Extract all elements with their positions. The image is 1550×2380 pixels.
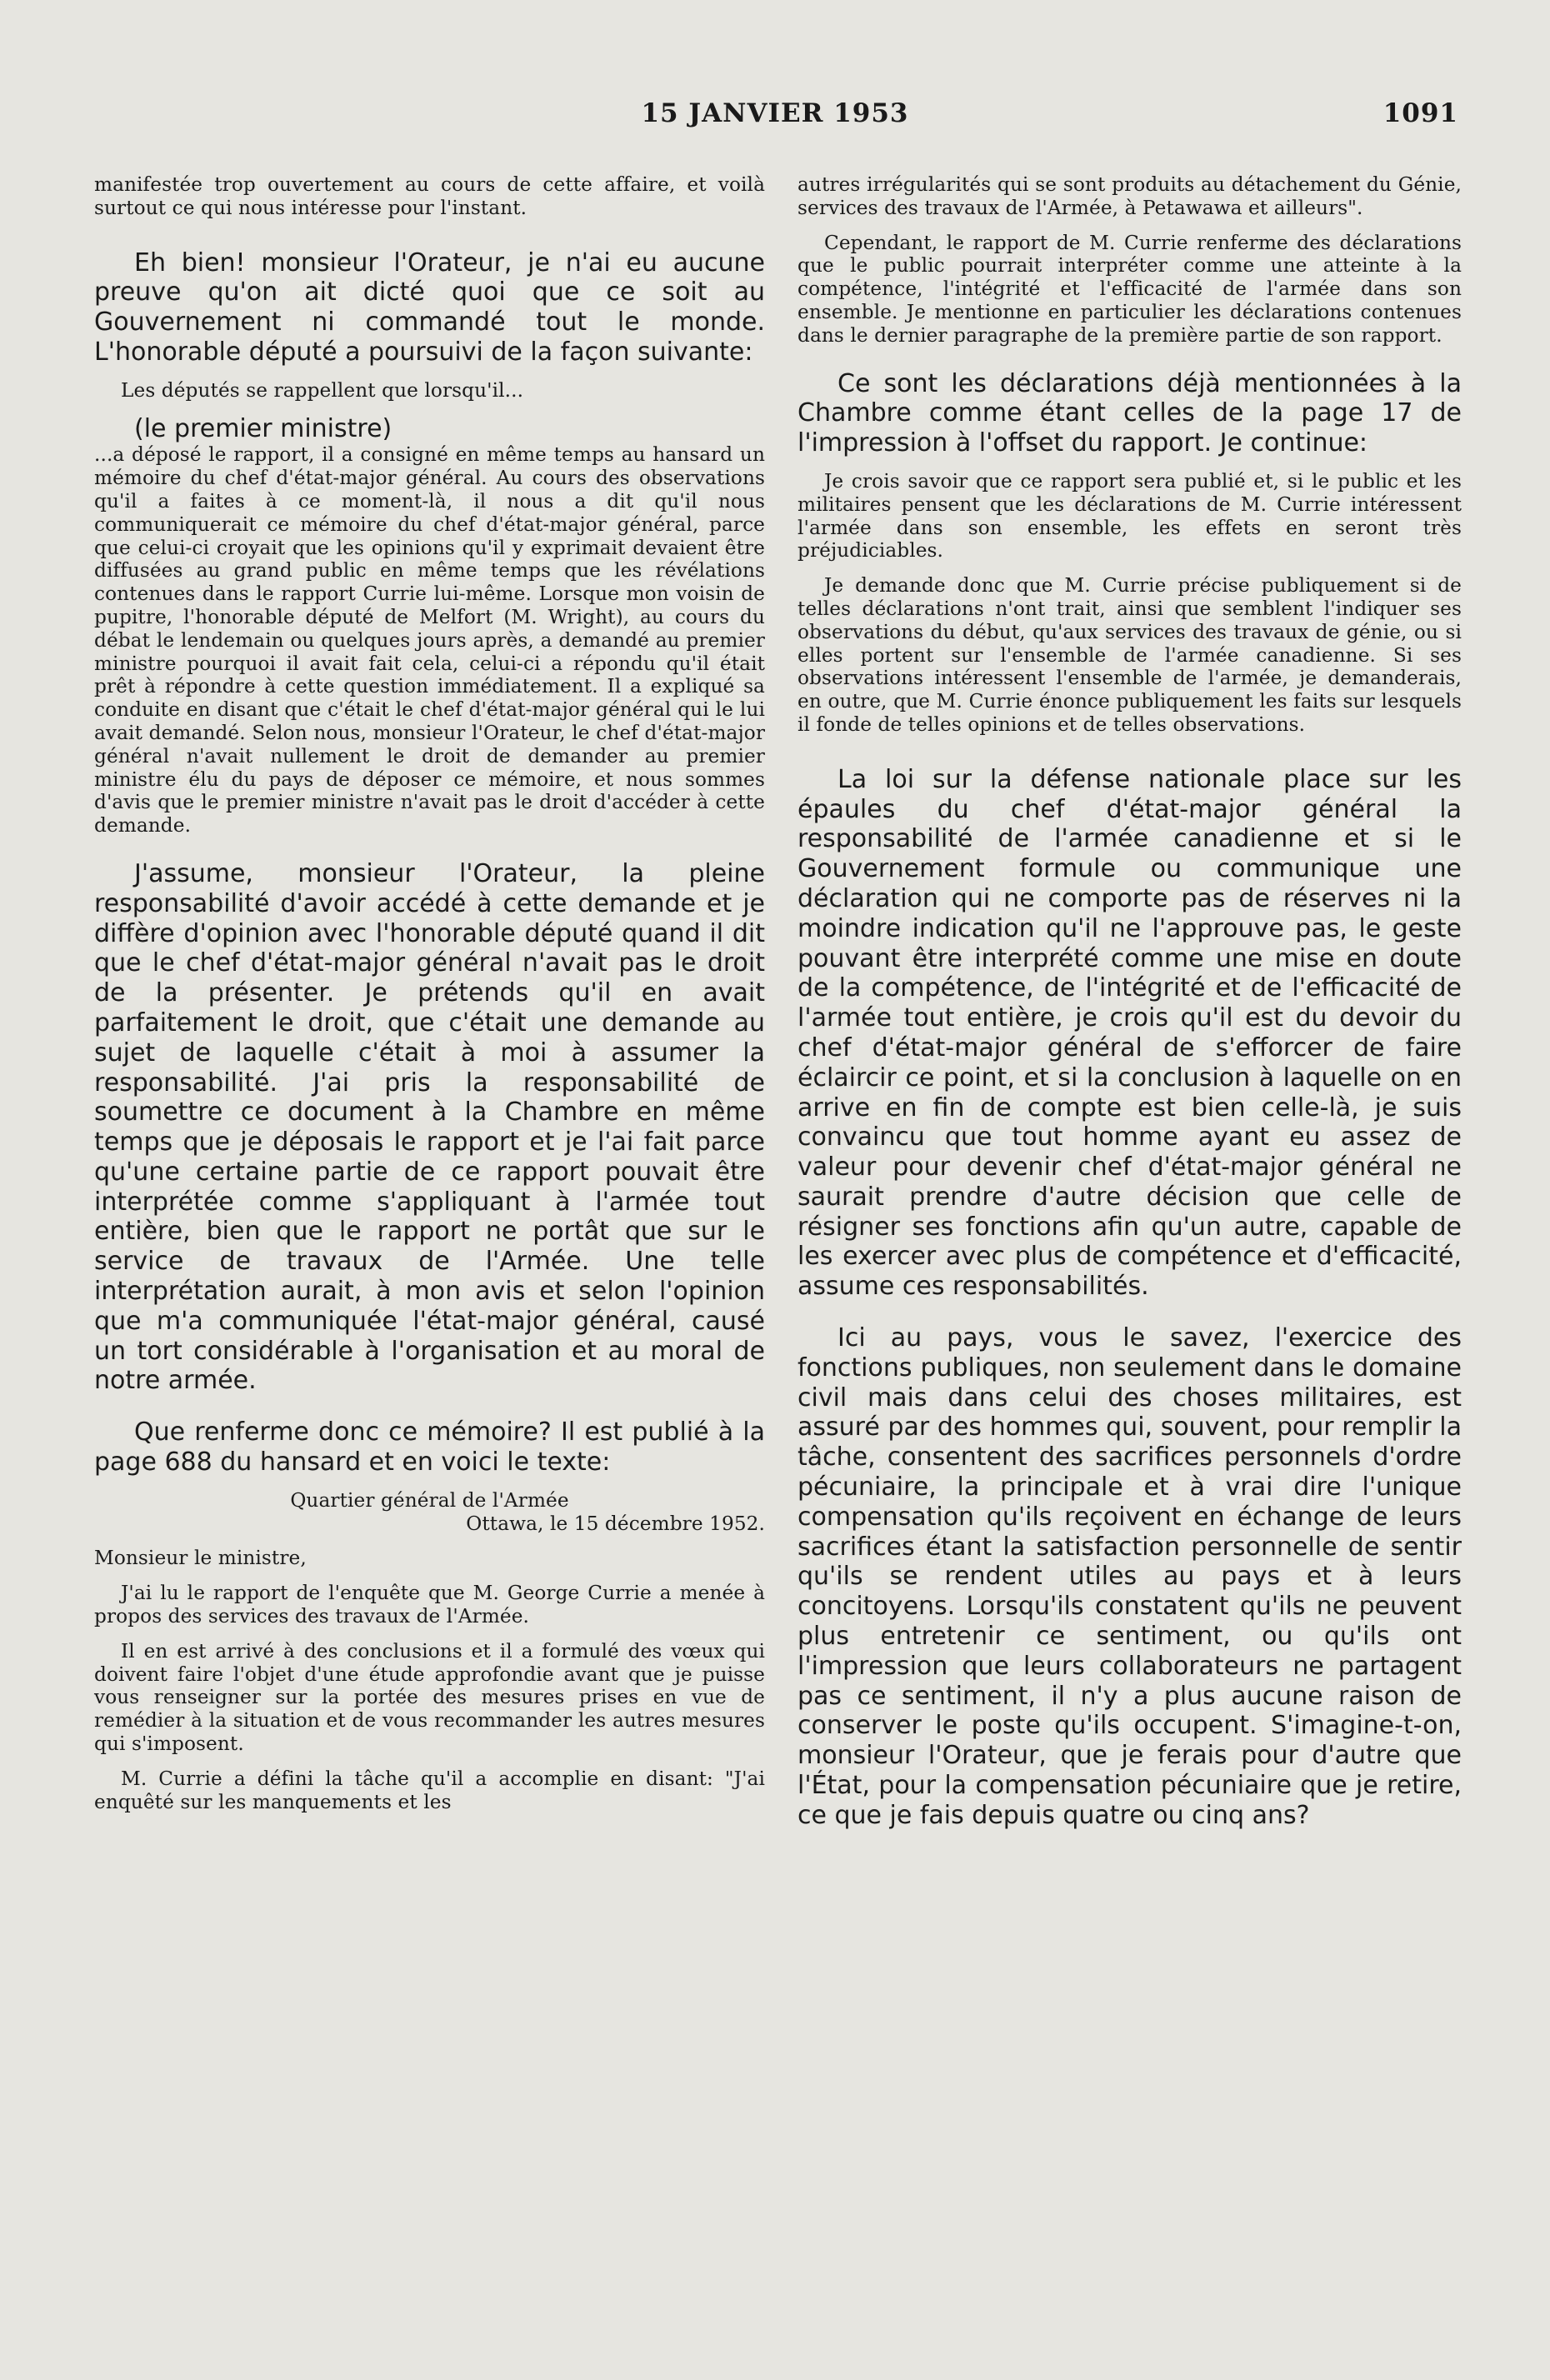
letter-heading: Quartier général de l'Armée [290,1488,569,1512]
paragraph: manifestée trop ouvertement au cours de cette affaire, et voilà surtout ce qui nous intéresse pour l'instant. [94,173,765,219]
paragraph: La loi sur la défense nationale place sur les épaules du chef d'état-major général la responsabilité de l'armée canadienne et si le Gouvernement formule ou communique une déclaration qui ne comporte pas de réserves ni la moindre indication qu'il ne l'approuve pas, le geste pouvant être interprété comme une mise en doute de la compétence, de l'intégrité et de l'efficacité de l'armée tout entière, je crois qu'il est du devoir du chef d'état-major général de s'efforcer de faire éclaircir ce point, et si la conclusion à laquelle on en arrive en fin de compte est bien celle-là, je suis convaincu que tout homme ayant eu assez de valeur pour devenir chef d'état-major général ne saurait prendre d'autre décision que celle de résigner ses fonctions afin qu'un autre, capable de les exercer avec plus de compétence et d'efficacité, assume ces responsabilités. [798,764,1462,1302]
left-column [94,173,765,1813]
quote-paragraph: Je crois savoir que ce rapport sera publié et, si le public et les militaires pensent que les déclarations de M. Currie intéressent l'armée dans son ensemble, les effets en seront très préjudiciables. [798,469,1462,562]
quote-paragraph: M. Currie a défini la tâche qu'il a accomplie en disant: "J'ai enquêté sur les manquements et les [94,1767,765,1813]
letter-salutation: Monsieur le ministre, [94,1547,307,1570]
quote-paragraph: Cependant, le rapport de M. Currie renferme des déclarations que le public pourrait interpréter comme une atteinte à la compétence, l'intégrité et l'efficacité de l'armée dans son ensemble. Je mentionne en particulier les déclarations contenues dans le dernier paragraphe de la première partie de son rapport. [798,231,1462,347]
letter-date: Ottawa, le 15 décembre 1952. [466,1512,765,1535]
quote-paragraph: J'ai lu le rapport de l'enquête que M. George Currie a menée à propos des services des travaux de l'Armée. [94,1582,765,1628]
quote-paragraph: autres irrégularités qui se sont produits au détachement du Génie, services des travaux de l'Armée, à Petawawa et ailleurs". [798,173,1462,219]
paragraph: Eh bien! monsieur l'Orateur, je n'ai eu aucune preuve qu'on ait dicté quoi que ce soit au Gouvernement ni commandé tout le monde. L'honorable député a poursuivi de la façon suivante: [94,248,765,367]
right-column [798,173,1462,1831]
quote-paragraph: Il en est arrivé à des conclusions et il a formulé des vœux qui doivent faire l'objet d'une étude approfondie avant que je puisse vous renseigner sur la portée des mesures prises en vue de remédier à la situation et de vous recommander les autres mesures qui s'imposent. [94,1639,765,1756]
header-date: 15 JANVIER 1953 [641,98,909,128]
paragraph: (le premier ministre) [134,413,392,443]
quote-paragraph: Je demande donc que M. Currie précise publiquement si de telles déclarations n'ont trait, ainsi que semblent l'indiquer ses observations du début, qu'aux services des travaux de génie, ou si elles portent sur l'ensemble de l'armée canadienne. Si ses observations intéressent l'ensemble de l'armée, je demanderais, en outre, que M. Currie énonce publiquement les faits sur lesquels il fonde de telles opinions et de telles observations. [798,574,1462,736]
paragraph: J'assume, monsieur l'Orateur, la pleine responsabilité d'avoir accédé à cette demande et je diffère d'opinion avec l'honorable député quand il dit que le chef d'état-major général n'avait pas le droit de la présenter. Je prétends qu'il en avait parfaitement le droit, que c'était une demande au sujet de laquelle c'était à moi à assumer la responsabilité. J'ai pris la responsabilité de soumettre ce document à la Chambre en même temps que je déposais le rapport et je l'ai fait parce qu'une certaine partie de ce rapport pouvait être interprétée comme s'appliquant à l'armée tout entière, bien que le rapport ne portât que sur le service de travaux de l'Armée. Une telle interprétation aurait, à mon avis et selon l'opinion que m'a communiquée l'état-major général, causé un tort considérable à l'organisation et au moral de notre armée. [94,858,765,1396]
page-number: 1091 [1382,98,1458,128]
paragraph: Ici au pays, vous le savez, l'exercice des fonctions publiques, non seulement dans le domaine civil mais dans celui des choses militaires, est assuré par des hommes qui, souvent, pour remplir la tâche, consentent des sacrifices personnels d'ordre pécuniaire, la principale et à vrai dire l'unique compensation qu'ils reçoivent en échange de leurs sacrifices étant la satisfaction personnelle de sentir qu'ils se rendent utiles au pays et à leurs concitoyens. Lorsqu'ils constatent qu'ils ne peuvent plus entretenir ce sentiment, ou qu'ils ont l'impression que leurs collaborateurs ne partagent pas ce sentiment, il n'y a plus aucune raison de conserver le poste qu'ils occupent. S'imagine-t-on, monsieur l'Orateur, que je ferais pour d'autre que l'État, pour la compensation pécuniaire que je retire, ce que je fais depuis quatre ou cinq ans? [798,1323,1462,1830]
quote-paragraph: Les députés se rappellent que lorsqu'il... [121,378,524,402]
page-header [92,98,1458,140]
paragraph: Que renferme donc ce mémoire? Il est publié à la page 688 du hansard et en voici le texte: [94,1418,765,1478]
quote-paragraph: ...a déposé le rapport, il a consigné en même temps au hansard un mémoire du chef d'état-major général. Au cours des observations qu'il a faites à ce moment-là, il nous a dit qu'il nous communiquerait ce mémoire du chef d'état-major général, parce que celui-ci croyait que les opinions qu'il y exprimait devaient être diffusées au grand public en même temps que les révélations contenues dans le rapport Currie lui-même. Lorsque mon voisin de pupitre, l'honorable député de Melfort (M. Wright), au cours du débat le lendemain ou quelques jours après, a demandé au premier ministre pourquoi il avait fait cela, celui-ci a répondu qu'il était prêt à répondre à cette question immédiatement. Il a expliqué sa conduite en disant que c'était le chef d'état-major général qui le lui avait demandé. Selon nous, monsieur l'Orateur, le chef d'état-major général n'avait nullement le droit de demander au premier ministre élu du pays de déposer ce mémoire, et nous sommes d'avis que le premier ministre n'avait pas le droit d'accéder à cette demande. [94,443,765,838]
paragraph: Ce sont les déclarations déjà mentionnées à la Chambre comme étant celles de la page 17 de l'impression à l'offset du rapport. Je continue: [798,368,1462,458]
